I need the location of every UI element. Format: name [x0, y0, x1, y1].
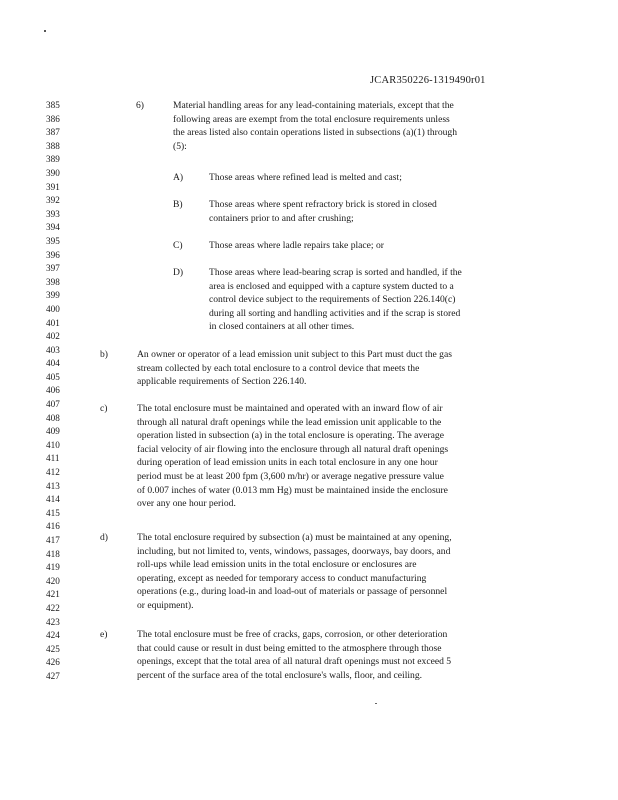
line-number: 403 — [46, 344, 60, 355]
line-number: 396 — [46, 249, 60, 260]
text-line: roll-ups while lead emission units in the total enclosure or enclosures are — [137, 559, 417, 571]
text-line: operations (e.g., during load-in and load-out of materials or passage of personnel — [137, 586, 448, 598]
line-number: 386 — [46, 113, 60, 124]
line-number: 385 — [46, 100, 60, 110]
item-6-label: 6) — [136, 100, 144, 111]
line-number: 400 — [46, 303, 60, 314]
subitem-b-text — [209, 198, 437, 225]
line-number: 398 — [46, 276, 60, 287]
line-number: 393 — [46, 208, 60, 219]
line-number: 394 — [46, 222, 60, 233]
text-line: in closed containers at all other times. — [209, 321, 355, 333]
text-line: The total enclosure required by subsection (a) must be maintained at any opening, — [137, 532, 452, 543]
line-number: 407 — [46, 399, 60, 410]
line-number: 397 — [46, 263, 60, 274]
line-number: 389 — [46, 154, 60, 165]
text-line: An owner or operator of a lead emission unit subject to this Part must duct the gas — [137, 349, 452, 360]
line-number: 411 — [46, 453, 60, 464]
line-number: 426 — [46, 657, 60, 668]
section-c-text — [137, 402, 448, 511]
text-line: containers prior to and after crushing; — [209, 212, 354, 224]
subitem-c-text — [209, 239, 384, 253]
scan-speck — [44, 30, 46, 32]
section-d-label: d) — [100, 532, 108, 543]
text-line: The total enclosure must be maintained and operated with an inward flow of air — [137, 403, 443, 414]
line-number: 424 — [46, 630, 60, 641]
scan-speck — [375, 703, 377, 704]
text-line: The total enclosure must be free of cracks, gaps, corrosion, or other deterioration — [137, 629, 448, 640]
text-line: following areas are exempt from the total enclosure requirements unless — [173, 113, 450, 125]
line-number: 401 — [46, 317, 60, 328]
text-line: during all sorting and handling activities and if the scrap is stored — [209, 307, 461, 319]
subitem-a-label: A) — [173, 172, 184, 183]
line-number: 419 — [46, 562, 60, 573]
line-number: 392 — [46, 195, 60, 206]
text-line: applicable requirements of Section 226.140. — [137, 376, 307, 388]
text-line: that could cause or result in dust being emitted to the atmosphere through those — [137, 642, 442, 654]
text-line: of 0.007 inches of water (0.013 mm Hg) must be maintained inside the enclosure — [137, 484, 448, 496]
text-line: or equipment). — [137, 599, 194, 611]
line-number: 405 — [46, 371, 60, 382]
text-line: facial velocity of air flowing into the enclosure through all natural draft openings — [137, 443, 449, 455]
line-number: 406 — [46, 385, 60, 396]
line-number: 418 — [46, 548, 60, 559]
line-number: 414 — [46, 494, 60, 505]
text-line: percent of the surface area of the total enclosure's walls, floor, and ceiling. — [137, 669, 423, 681]
line-number: 416 — [46, 521, 60, 532]
subitem-d-text — [209, 266, 462, 334]
text-line: period must be at least 200 fpm (3,600 m/hr) or average negative pressure value — [137, 470, 444, 482]
line-number: 388 — [46, 140, 60, 151]
text-line: control device subject to the requirements of Section 226.140(c) — [209, 294, 456, 306]
subitem-d-label: D) — [173, 267, 184, 278]
text-line: operating, except as needed for temporary access to conduct manufacturing — [137, 572, 427, 584]
line-number: 409 — [46, 426, 60, 437]
line-number: 421 — [46, 589, 60, 600]
line-number: 413 — [46, 480, 60, 491]
document-id: JCAR350226-1319490r01 — [370, 75, 486, 86]
line-number: 425 — [46, 643, 60, 654]
line-number: 412 — [46, 467, 60, 478]
line-number: 402 — [46, 331, 60, 342]
text-line: Those areas where spent refractory brick is stored in closed — [209, 199, 437, 210]
section-b-text — [137, 348, 452, 389]
line-number: 408 — [46, 412, 60, 423]
line-number: 423 — [46, 616, 60, 627]
text-line: operation listed in subsection (a) in the total enclosure is operating. The average — [137, 430, 444, 442]
line-number: 399 — [46, 290, 60, 301]
line-number: 415 — [46, 507, 60, 518]
subitem-a-text — [209, 171, 402, 185]
line-number: 395 — [46, 235, 60, 246]
text-line: during operation of lead emission units in each total enclosure in any one hour — [137, 457, 438, 469]
text-line: (5): — [173, 140, 187, 152]
section-e-text — [137, 628, 451, 682]
line-number: 404 — [46, 358, 60, 369]
text-line: Those areas where refined lead is melted and cast; — [209, 172, 402, 183]
text-line: stream collected by each total enclosure to a control device that meets the — [137, 362, 420, 374]
section-b-label: b) — [100, 349, 108, 360]
text-line: openings, except that the total area of all natural draft openings must not exceed 5 — [137, 656, 452, 668]
line-number: 427 — [46, 670, 60, 681]
line-number: 422 — [46, 602, 60, 613]
section-d-text — [137, 531, 452, 613]
line-number: 420 — [46, 575, 60, 586]
text-line: Those areas where ladle repairs take place; or — [209, 240, 384, 251]
line-number: 410 — [46, 439, 60, 450]
line-numbers — [46, 99, 76, 684]
line-number: 390 — [46, 167, 60, 178]
section-c-label: c) — [100, 403, 108, 414]
text-line: Material handling areas for any lead-containing materials, except that the — [173, 100, 454, 111]
text-line: over any one hour period. — [137, 498, 236, 510]
subitem-b-label: B) — [173, 199, 183, 210]
text-line: Those areas where lead-bearing scrap is sorted and handled, if the — [209, 267, 462, 278]
line-number: 387 — [46, 127, 60, 138]
text-line: including, but not limited to, vents, windows, passages, doorways, bay doors, and — [137, 545, 451, 557]
subitem-c-label: C) — [173, 240, 183, 251]
item-6-text — [173, 99, 457, 153]
text-line: the areas listed also contain operations listed in subsections (a)(1) through — [173, 127, 458, 139]
text-line: area is enclosed and equipped with a capture system ducted to a — [209, 280, 454, 292]
line-number: 391 — [46, 181, 60, 192]
section-e-label: e) — [100, 629, 108, 640]
line-number: 417 — [46, 535, 60, 545]
text-line: through all natural draft openings while the lead emission unit applicable to the — [137, 416, 442, 428]
